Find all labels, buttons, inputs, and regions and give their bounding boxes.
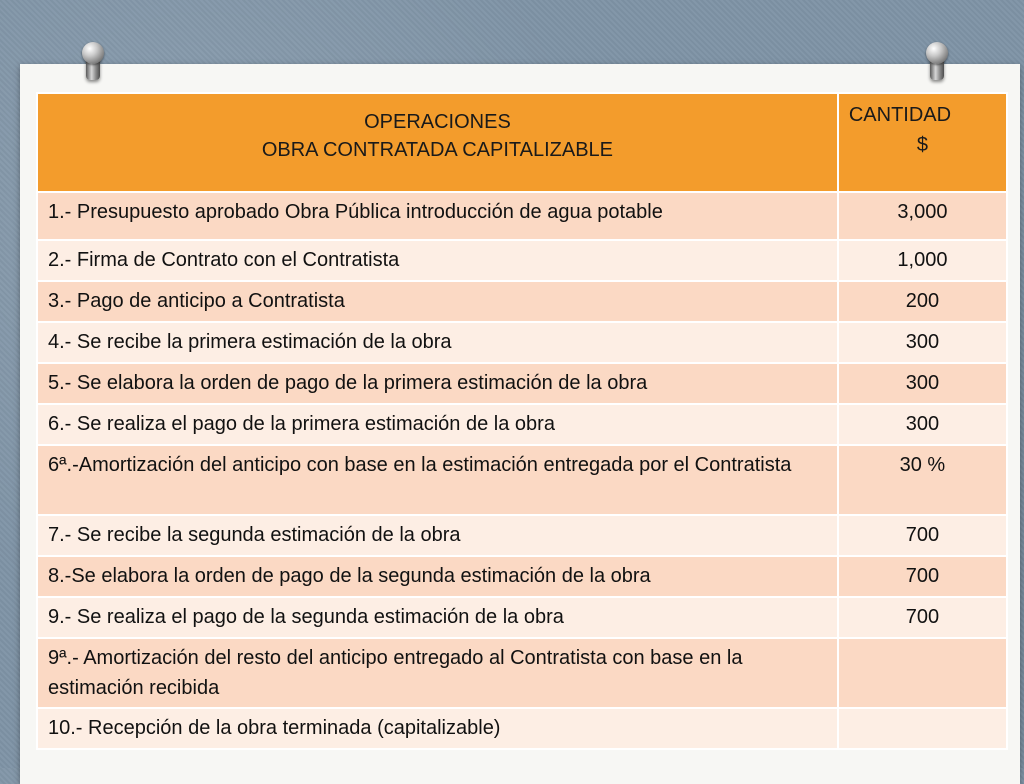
operation-amount: 300 — [838, 322, 1007, 363]
operation-description: 10.- Recepción de la obra terminada (capitalizable) — [37, 708, 838, 749]
operation-description: 4.- Se recibe la primera estimación de la obra — [37, 322, 838, 363]
operation-description: 7.- Se recibe la segunda estimación de la obra — [37, 515, 838, 556]
table-row — [37, 192, 1007, 240]
operations-header-title: OPERACIONES — [364, 111, 511, 133]
operations-header-subtitle: OBRA CONTRATADA CAPITALIZABLE — [261, 139, 614, 161]
quantity-header-currency: $ — [916, 134, 928, 156]
operations-header — [37, 93, 838, 192]
operation-description: 5.- Se elabora la orden de pago de la primera estimación de la obra — [37, 363, 838, 404]
pushpin-icon — [78, 42, 108, 82]
operation-amount — [838, 638, 1007, 708]
operation-description: 8.-Se elabora la orden de pago de la segunda estimación de la obra — [37, 556, 838, 597]
table-row — [37, 404, 1007, 445]
operations-table — [36, 92, 1008, 750]
table-row — [37, 363, 1007, 404]
operation-amount — [838, 708, 1007, 749]
table-header-row — [37, 93, 1007, 192]
operation-amount: 700 — [838, 515, 1007, 556]
table-row — [37, 708, 1007, 749]
operation-amount: 3,000 — [838, 192, 1007, 240]
pushpin-icon — [922, 42, 952, 82]
operation-amount: 200 — [838, 281, 1007, 322]
table-row — [37, 281, 1007, 322]
operation-amount: 300 — [838, 363, 1007, 404]
quantity-header — [838, 93, 1007, 192]
quantity-header-title: CANTIDAD — [848, 104, 952, 126]
operation-description: 9ª.- Amortización del resto del anticipo entregado al Contratista con base en la estimación recibida — [37, 638, 838, 708]
table-row — [37, 638, 1007, 708]
operation-description: 1.- Presupuesto aprobado Obra Pública introducción de agua potable — [37, 192, 838, 240]
operation-amount: 300 — [838, 404, 1007, 445]
operation-amount: 700 — [838, 597, 1007, 638]
operation-description: 6.- Se realiza el pago de la primera estimación de la obra — [37, 404, 838, 445]
table-row — [37, 322, 1007, 363]
operation-amount: 1,000 — [838, 240, 1007, 281]
table-row — [37, 240, 1007, 281]
operation-description: 9.- Se realiza el pago de la segunda estimación de la obra — [37, 597, 838, 638]
table-row — [37, 597, 1007, 638]
operation-amount: 30 % — [838, 445, 1007, 515]
table-row — [37, 445, 1007, 515]
operation-amount: 700 — [838, 556, 1007, 597]
operation-description: 3.- Pago de anticipo a Contratista — [37, 281, 838, 322]
table-row — [37, 515, 1007, 556]
operation-description: 6ª.-Amortización del anticipo con base en la estimación entregada por el Contratista — [37, 445, 838, 515]
table-row — [37, 556, 1007, 597]
operation-description: 2.- Firma de Contrato con el Contratista — [37, 240, 838, 281]
